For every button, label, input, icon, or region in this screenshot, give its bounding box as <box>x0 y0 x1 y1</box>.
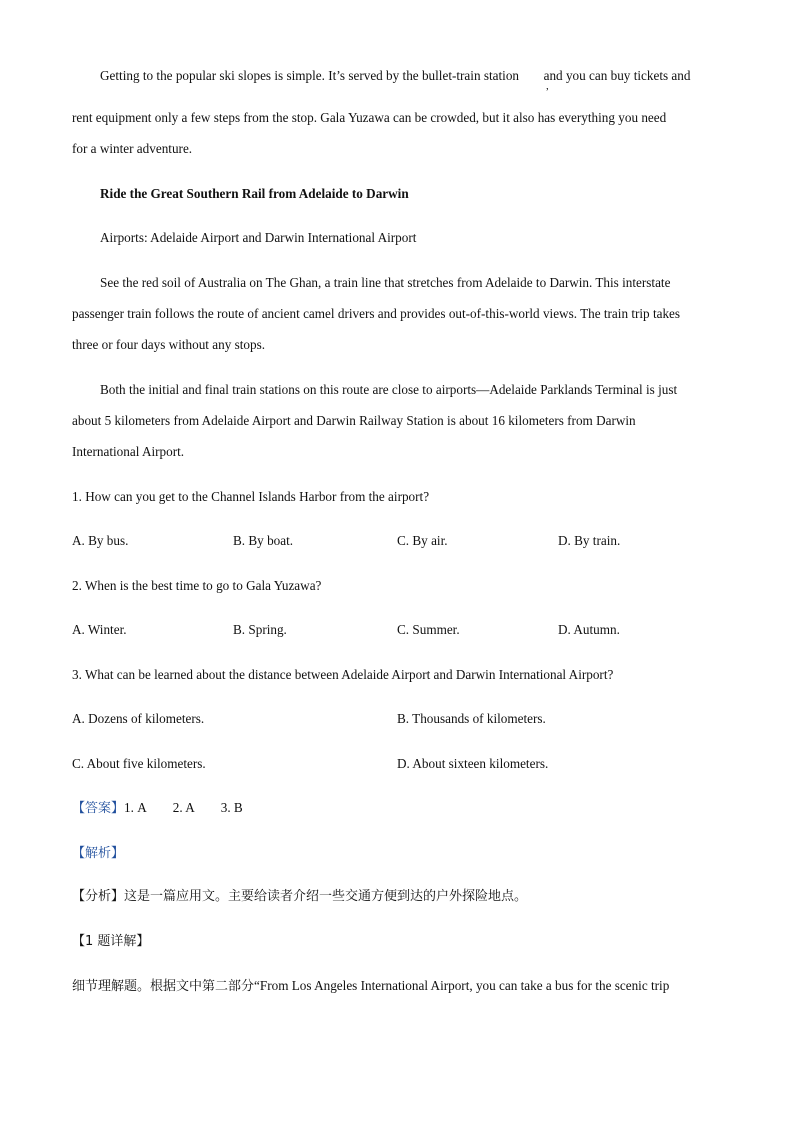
paragraph-text: and you can buy tickets and <box>543 68 691 83</box>
detail-heading: 【1 题详解】 <box>72 934 150 949</box>
analysis-label: 【解析】 <box>72 846 125 861</box>
question-1-option-b: B. By boat. <box>233 533 294 548</box>
question-2-stem: 2. When is the best time to go to Gala Yuzawa? <box>72 578 322 593</box>
answer-label: 【答案】 <box>72 801 125 816</box>
question-1-option-c: C. By air. <box>397 533 448 548</box>
detail-text-cn: 细节理解题。根据文中第二部分 <box>72 979 255 994</box>
paragraph-3-line-2: about 5 kilometers from Adelaide Airport and Darwin Railway Station is about 16 kilometers from Darwin <box>72 413 636 428</box>
paragraph-text: Getting to the popular ski slopes is simple. It’s served by the bullet-train station <box>100 68 520 83</box>
question-3-stem: 3. What can be learned about the distance between Adelaide Airport and Darwin International Airport? <box>72 667 614 682</box>
analysis-heading <box>72 844 722 863</box>
paragraph-3-line-3: International Airport. <box>72 444 185 459</box>
paragraph-1-line-1 <box>100 67 750 85</box>
paragraph-3-line-1: Both the initial and final train stations on this route are close to airports—Adelaide Parklands Terminal is just <box>100 382 678 397</box>
question-3-option-b: B. Thousands of kilometers. <box>397 711 546 726</box>
section-title: Ride the Great Southern Rail from Adelaide to Darwin <box>100 186 409 201</box>
question-1-option-d: D. By train. <box>558 533 621 548</box>
question-2-option-a: A. Winter. <box>72 622 127 637</box>
question-2-option-b: B. Spring. <box>233 622 287 637</box>
question-3-option-d: D. About sixteen kilometers. <box>397 756 549 771</box>
stray-comma: , <box>546 80 549 92</box>
question-2-option-c: C. Summer. <box>397 622 460 637</box>
answer-line <box>72 799 722 818</box>
detail-text-en: “From Los Angeles International Airport, you can take a bus for the scenic trip <box>254 978 670 993</box>
paragraph-2-line-1: See the red soil of Australia on The Ghan, a train line that stretches from Adelaide to Darwin. This interstate <box>100 275 671 290</box>
answer-2: 2. A <box>172 800 195 815</box>
answer-1: 1. A <box>124 800 147 815</box>
answer-3: 3. B <box>220 800 243 815</box>
summary-label: 【分析】 <box>72 889 125 904</box>
question-1-stem: 1. How can you get to the Channel Islands Harbor from the airport? <box>72 489 430 504</box>
question-2-option-d: D. Autumn. <box>558 622 620 637</box>
paragraph-1-line-2: rent equipment only a few steps from the stop. Gala Yuzawa can be crowded, but it also has everything you need <box>72 110 667 125</box>
airports-line: Airports: Adelaide Airport and Darwin International Airport <box>100 230 417 245</box>
question-3-option-a: A. Dozens of kilometers. <box>72 711 205 726</box>
detail-text-line <box>72 977 722 996</box>
question-3-option-c: C. About five kilometers. <box>72 756 206 771</box>
paragraph-1-line-3: for a winter adventure. <box>72 141 193 156</box>
paragraph-2-line-3: three or four days without any stops. <box>72 337 266 352</box>
summary-text: 这是一篇应用文。主要给读者介绍一些交通方便到达的户外探险地点。 <box>124 889 528 904</box>
summary-line <box>72 888 722 906</box>
paragraph-2-line-2: passenger train follows the route of ancient camel drivers and provides out-of-this-world views. The train trip takes <box>72 306 681 321</box>
question-1-option-a: A. By bus. <box>72 533 129 548</box>
